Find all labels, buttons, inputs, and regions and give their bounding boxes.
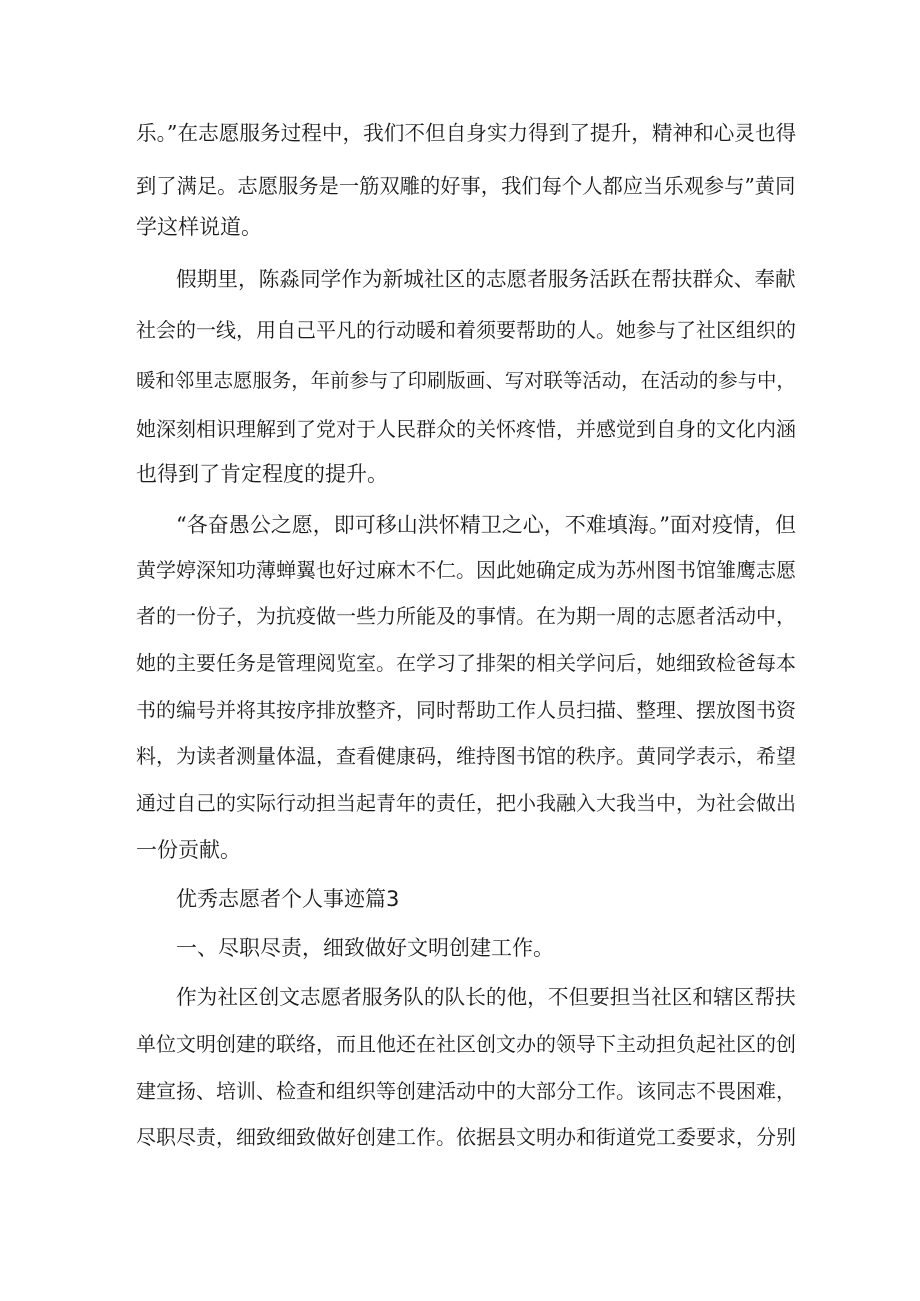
paragraph-3-line-4: 她的主要任务是管理阅览室。在学习了排架的相关学问后，她细致检爸每本 [136,651,796,675]
paragraph-3-line-7: 通过自己的实际行动担当起青年的责任，把小我融入大我当中，为社会做出 [136,791,796,815]
paragraph-3-line-8: 一份贡献。 [136,838,241,862]
paragraph-2-line-3: 暖和邻里志愿服务，年前参与了印刷版画、写对联等活动，在活动的参与中， [136,369,796,392]
paragraph-1-line-1: 乐。”在志愿服务过程中，我们不但自身实力得到了提升，精神和心灵也得 [136,121,797,145]
paragraph-4-line-1: 作为社区创文志愿者服务队的队长的他，不但要担当社区和辖区帮扶 [176,985,796,1009]
paragraph-4-line-2: 单位文明创建的联络，而且他还在社区创文办的领导下主动担负起社区的创 [136,1032,796,1056]
paragraph-3-line-3: 者的一份子，为抗疫做一些力所能及的事情。在为期一周的志愿者活动中， [136,604,796,628]
section-heading: 优秀志愿者个人事迹篇3 [176,887,400,911]
paragraph-3-line-1: “各奋愚公之愿，即可移山洪怀精卫之心，不难填海。”面对疫情，但 [176,513,796,537]
paragraph-4-line-4: 尽职尽责，细致细致做好创建工作。依据县文明办和街道党工委要求，分别 [136,1125,796,1149]
paragraph-2-line-5: 也得到了肯定程度的提升。 [136,462,388,486]
paragraph-3-line-5: 书的编号并将其按序排放整齐，同时帮助工作人员扫描、整理、摆放图书资 [136,698,796,722]
paragraph-3-line-2: 黄学婷深知功薄蝉翼也好过麻木不仁。因此她确定成为苏州图书馆雏鹰志愿 [136,558,796,582]
paragraph-2-line-4: 她深刻相识理解到了党对于人民群众的关怀疼惜，并感觉到自身的文化内涵 [136,417,796,441]
paragraph-2-line-2: 社会的一线，用自己平凡的行动暖和着须要帮助的人。她参与了社区组织的 [136,318,796,342]
paragraph-4-line-3: 建宣扬、培训、检查和组织等创建活动中的大部分工作。该同志不畏困难， [136,1079,796,1103]
paragraph-1-line-3: 学这样说道。 [136,215,262,239]
paragraph-2-line-1: 假期里，陈淼同学作为新城社区的志愿者服务活跃在帮扶群众、奉献 [176,267,796,291]
subsection-heading: 一、尽职尽责，细致做好文明创建工作。 [176,936,554,960]
paragraph-3-line-6: 料，为读者测量体温，查看健康码，维持图书馆的秩序。黄同学表示，希望 [136,744,796,768]
paragraph-1-line-2: 到了满足。志愿服务是一筋双雕的好事，我们每个人都应当乐观参与”黄同 [136,174,796,198]
